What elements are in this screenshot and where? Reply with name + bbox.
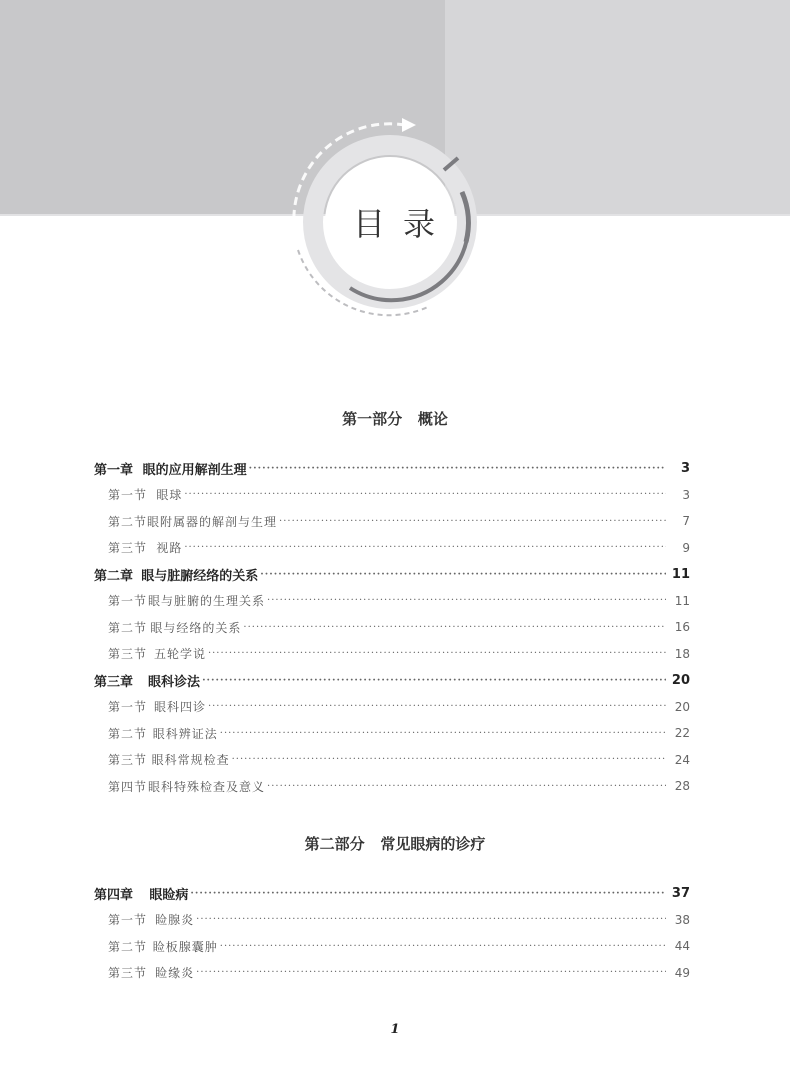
toc-entry-number: 第三章 — [94, 674, 134, 690]
toc-entry-number: 第四节 — [108, 779, 148, 794]
toc-leader-dots — [279, 516, 666, 527]
toc-entry-page: 20 — [671, 672, 690, 688]
toc-leader-dots — [184, 542, 666, 553]
toc-entry-page: 18 — [674, 646, 690, 661]
toc-leader-dots — [202, 675, 666, 686]
toc-section-entry[interactable] — [108, 644, 690, 664]
toc-entry-number: 第一节 — [108, 594, 148, 608]
toc-entry-page: 49 — [674, 965, 690, 980]
part-2-label: 第二部分 — [304, 835, 365, 853]
toc-section-entry[interactable] — [108, 936, 690, 956]
toc-chapter-entry[interactable] — [94, 564, 690, 584]
toc-leader-dots — [267, 595, 666, 606]
part-1-name: 概论 — [417, 410, 448, 428]
toc-entry-title: 睑板腺囊肿 — [152, 939, 218, 954]
toc-entry-page: 38 — [674, 912, 690, 927]
toc-entry-page: 3 — [682, 487, 690, 502]
toc-entry-number: 第二节 — [108, 726, 148, 741]
toc-entry-title: 眼附属器的解剖与生理 — [147, 514, 278, 529]
toc-entry-title: 眼科常规检查 — [151, 753, 230, 767]
toc-entry-title: 眼与脏腑经络的关系 — [141, 568, 259, 584]
toc-leader-dots — [267, 781, 666, 792]
page-number: 1 — [390, 1022, 400, 1037]
toc-entry-title: 眼的应用解剖生理 — [142, 462, 247, 478]
toc-leader-dots — [208, 701, 666, 712]
toc-entry-title: 眼与脏腑的生理关系 — [148, 594, 266, 608]
toc-entry-page: 37 — [671, 885, 690, 901]
toc-entry-number: 第二节 — [108, 939, 148, 954]
toc-leader-dots — [196, 914, 666, 925]
toc-entry-page: 16 — [674, 620, 690, 634]
toc-entry-number: 第三节 — [108, 966, 148, 980]
toc-entry-title: 睑腺炎 — [155, 913, 195, 927]
toc-entry-title: 视路 — [156, 541, 183, 555]
toc-entry-page: 3 — [680, 460, 690, 476]
toc-entry-number: 第一节 — [108, 488, 148, 502]
toc-leader-dots — [220, 941, 666, 952]
toc-entry-number: 第一节 — [108, 913, 148, 927]
toc-entry-page: 20 — [674, 699, 690, 714]
toc-entry-title: 眼科辨证法 — [152, 726, 218, 741]
toc-leader-dots — [196, 967, 666, 978]
part-title-2 — [0, 833, 790, 854]
contents-title-char-1: 目 — [352, 205, 403, 243]
toc-section-entry[interactable] — [108, 750, 690, 770]
toc-entry-page: 9 — [682, 540, 690, 555]
toc-entry-title: 眼科特殊检查及意义 — [148, 779, 266, 794]
part-2-name: 常见眼病的诊疗 — [380, 835, 486, 853]
toc-leader-dots — [220, 728, 666, 739]
toc-entry-title: 眼科四诊 — [153, 700, 206, 714]
toc-chapter-entry[interactable] — [94, 670, 690, 690]
toc-leader-dots — [208, 648, 666, 659]
toc-entry-page: 11 — [671, 566, 690, 582]
toc-entry-page: 7 — [682, 514, 690, 528]
toc-entry-number: 第二节 — [108, 620, 148, 635]
part-title-1 — [0, 408, 790, 429]
toc-section-entry[interactable] — [108, 538, 690, 558]
toc-section-entry[interactable] — [108, 485, 690, 505]
toc-section-entry[interactable] — [108, 910, 690, 930]
toc-entry-title: 眼球 — [156, 488, 183, 502]
toc-leader-dots — [190, 888, 666, 899]
part-1-label: 第一部分 — [342, 410, 403, 428]
toc-section-entry[interactable] — [108, 723, 690, 743]
toc-entry-title: 眼与经络的关系 — [150, 620, 242, 635]
toc-leader-dots — [243, 622, 666, 633]
toc-section-entry[interactable] — [108, 697, 690, 717]
toc-section-entry[interactable] — [108, 776, 690, 796]
toc-entry-title: 五轮学说 — [153, 647, 206, 661]
toc-leader-dots — [249, 463, 666, 474]
toc-entry-title: 睑缘炎 — [155, 966, 195, 980]
toc-chapter-entry[interactable] — [94, 458, 690, 478]
toc-entry-number: 第一章 — [94, 462, 134, 478]
toc-entry-title: 眼科诊法 — [148, 674, 201, 690]
toc-entry-number: 第三节 — [108, 647, 148, 661]
toc-entry-number: 第三节 — [108, 541, 148, 555]
toc-entry-number: 第三节 — [108, 753, 148, 767]
toc-entry-page: 11 — [674, 593, 690, 608]
toc-chapter-entry[interactable] — [94, 883, 690, 903]
toc-entry-number: 第二节 — [108, 514, 148, 529]
toc-section-entry[interactable] — [108, 591, 690, 611]
toc-entry-number: 第二章 — [94, 568, 134, 584]
toc-entry-page: 24 — [674, 752, 690, 767]
toc-entry-page: 44 — [674, 939, 690, 953]
toc-leader-dots — [232, 754, 666, 765]
toc-entry-page: 22 — [674, 726, 690, 740]
contents-title — [339, 197, 454, 247]
toc-section-entry[interactable] — [108, 617, 690, 637]
toc-entry-number: 第一节 — [108, 700, 148, 714]
toc-leader-dots — [260, 569, 666, 580]
toc-leader-dots — [184, 489, 666, 500]
toc-entry-number: 第四章 — [94, 887, 134, 903]
toc-section-entry[interactable] — [108, 963, 690, 983]
toc-entry-page: 28 — [674, 779, 690, 793]
contents-title-char-2: 录 — [403, 205, 454, 243]
toc-entry-title: 眼睑病 — [149, 887, 189, 903]
toc-section-entry[interactable] — [108, 511, 690, 531]
